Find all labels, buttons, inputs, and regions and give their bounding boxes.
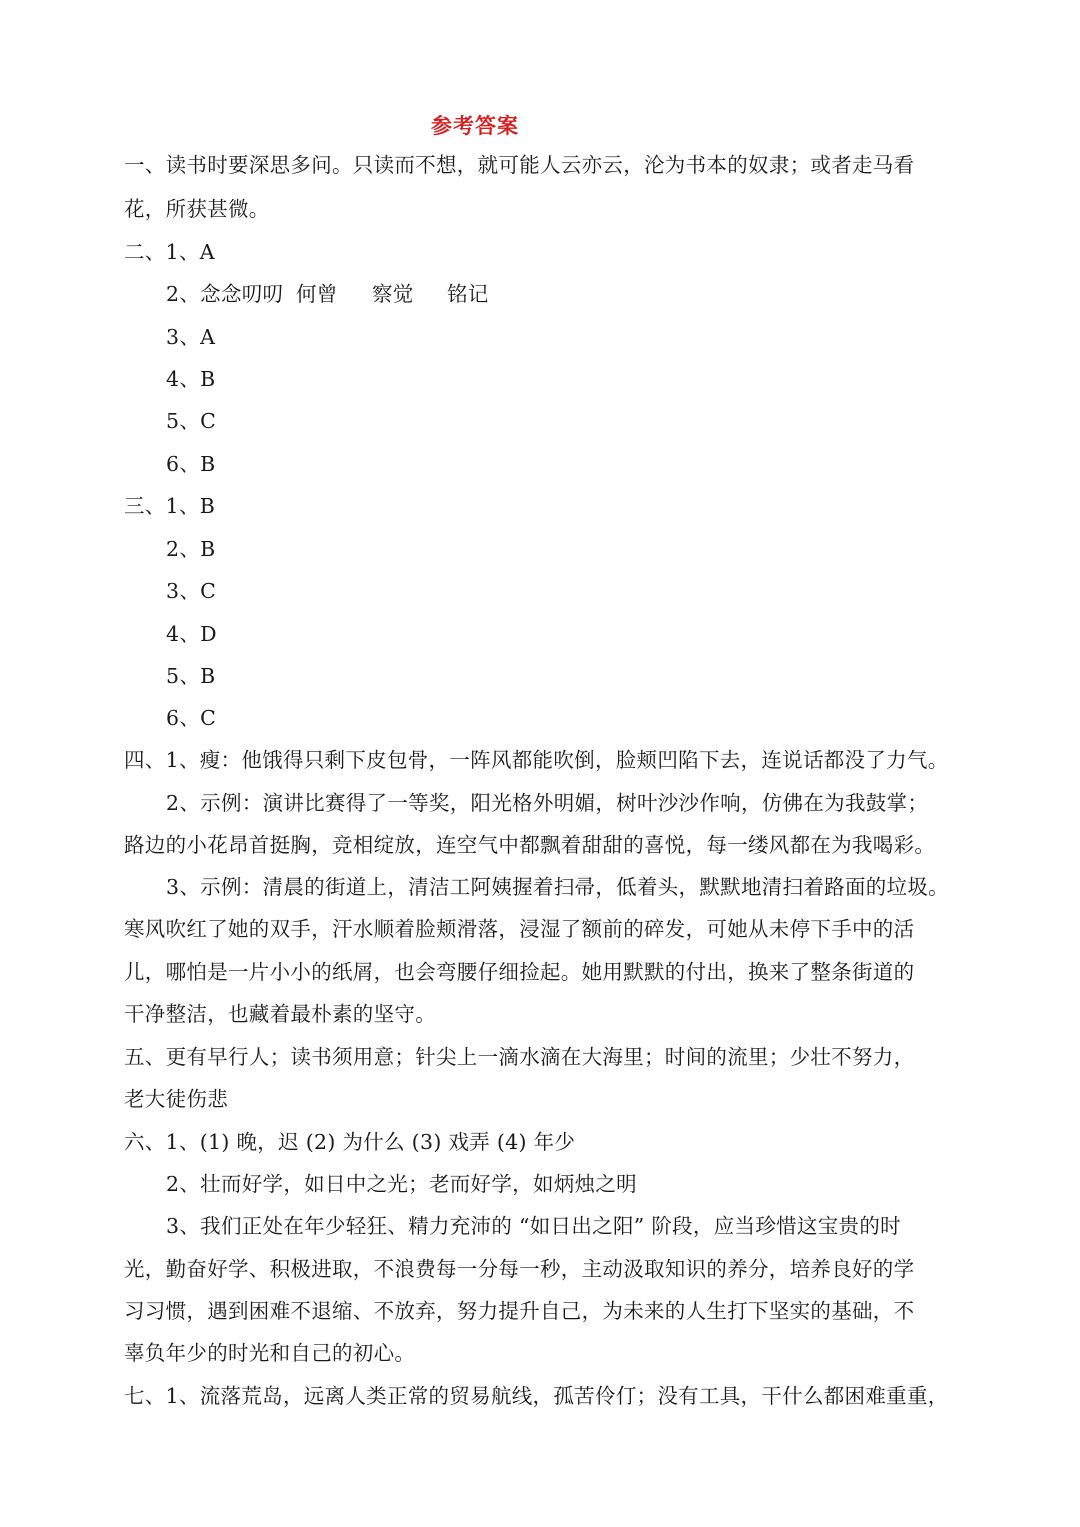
answer-line: 寒风吹红了她的双手，汗水顺着脸颊滑落，浸湿了额前的碎发，可她从未停下手中的活 [124,917,915,941]
page-title: 参考答案 [431,113,519,138]
answer-line: 老大徒伤悲 [124,1087,228,1111]
answer-line: 三、1、B [124,494,216,518]
answer-line: 5、C [166,409,217,433]
word-fill-item: 铭记 [447,282,489,306]
word-fill-row [166,284,1006,305]
answer-line: 3、我们正处在年少轻狂、精力充沛的 “如日出之阳” 阶段，应当珍惜这宝贵的时 [166,1214,901,1238]
word-fill-item: 察觉 [372,282,414,306]
answer-line: 花，所获甚微。 [124,197,270,221]
answer-line: 5、B [166,664,216,688]
answer-line: 四、1、瘦：他饿得只剩下皮包骨，一阵风都能吹倒，脸颊凹陷下去，连说话都没了力气。 [124,748,949,772]
answer-line: 干净整洁，也藏着最朴素的坚守。 [124,1002,436,1026]
answer-line: 一、读书时要深思多问。只读而不想，就可能人云亦云，沦为书本的奴隶；或者走马看 [124,153,915,177]
answer-line: 五、更有早行人；读书须用意；针尖上一滴水滴在大海里；时间的流里；少壮不努力， [124,1045,915,1069]
answer-line: 二、1、A [124,240,215,264]
answer-line: 6、B [166,452,216,476]
answer-line: 2、壮而好学，如日中之光；老而好学，如炳烛之明 [166,1172,637,1196]
answer-line: 路边的小花昂首挺胸，竞相绽放，连空气中都飘着甜甜的喜悦，每一缕风都在为我喝彩。 [124,833,936,857]
answer-line: 2、B [166,537,216,561]
answer-line: 6、C [166,706,217,730]
answer-line: 2、示例：演讲比赛得了一等奖，阳光格外明媚，树叶沙沙作响，仿佛在为我鼓掌； [166,791,929,815]
answer-line: 七、1、流落荒岛，远离人类正常的贸易航线，孤苦伶仃；没有工具，干什么都困难重重， [124,1384,949,1408]
answer-line: 六、1、(1) 晚，迟 (2) 为什么 (3) 戏弄 (4) 年少 [124,1130,576,1154]
word-fill-item: 何曾 [296,282,338,306]
answer-line: 3、示例：清晨的街道上，清洁工阿姨握着扫帚，低着头，默默地清扫着路面的垃圾。 [166,875,949,899]
answer-line: 辜负年少的时光和自己的初心。 [124,1341,416,1365]
answer-line: 光，勤奋好学、积极进取，不浪费每一分每一秒，主动汲取知识的养分，培养良好的学 [124,1257,915,1281]
answer-line: 习习惯，遇到困难不退缩、不放弃，努力提升自己，为未来的人生打下坚实的基础，不 [124,1299,915,1323]
answer-line: 4、D [166,622,217,646]
answer-line: 儿，哪怕是一片小小的纸屑，也会弯腰仔细捡起。她用默默的付出，换来了整条街道的 [124,960,915,984]
answer-line: 4、B [166,367,216,391]
answer-line: 3、C [166,579,217,603]
answer-line: 3、A [166,325,216,349]
word-fill-prefix: 2、念念叨叨 [166,282,284,306]
